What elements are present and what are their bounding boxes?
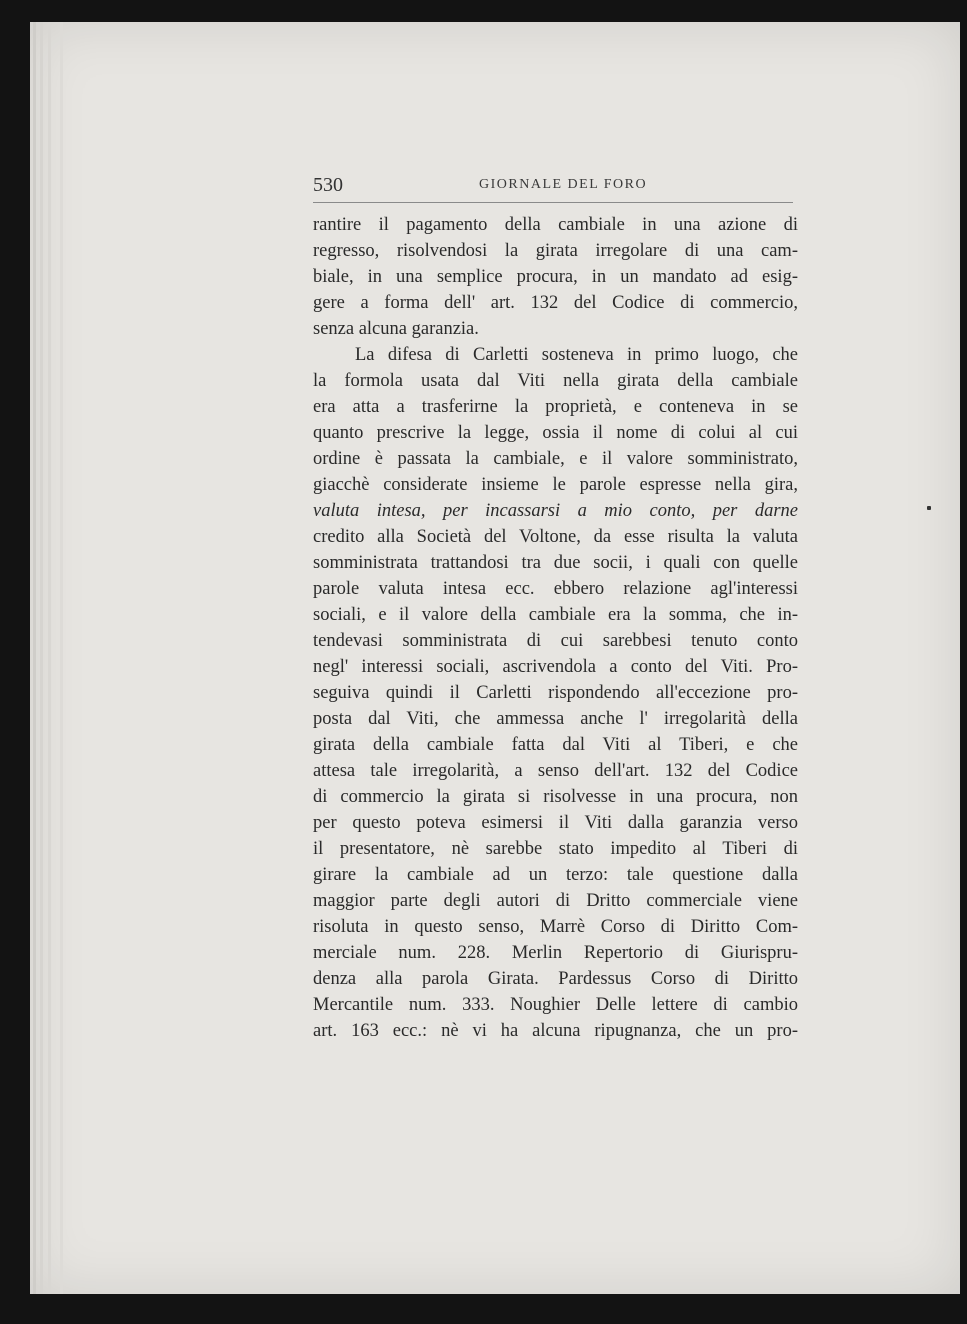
body-text bbox=[313, 212, 798, 1044]
text-line: quanto prescrive la legge, ossia il nome di colui al cui bbox=[313, 423, 798, 443]
page-edge bbox=[40, 22, 43, 1294]
text-line: il presentatore, nè sarebbe stato impedito al Tiberi di bbox=[313, 839, 798, 859]
text-line: ordine è passata la cambiale, e il valore somministrato, bbox=[313, 449, 798, 469]
text-line: giacchè considerate insieme le parole espresse nella gira, bbox=[313, 475, 798, 495]
text-line: attesa tale irregolarità, a senso dell'art. 132 del Codice bbox=[313, 761, 798, 781]
text-line: biale, in una semplice procura, in un mandato ad esig- bbox=[313, 267, 798, 287]
page-header bbox=[313, 172, 798, 202]
page-edge bbox=[33, 22, 36, 1294]
text-line: sociali, e il valore della cambiale era la somma, che in- bbox=[313, 605, 798, 625]
text-line: per questo poteva esimersi il Viti dalla garanzia verso bbox=[313, 813, 798, 833]
text-line: la formola usata dal Viti nella girata della cambiale bbox=[313, 371, 798, 391]
text-line: parole valuta intesa ecc. ebbero relazione agl'interessi bbox=[313, 579, 798, 599]
text-line: credito alla Società del Voltone, da esse risulta la valuta bbox=[313, 527, 798, 547]
text-line: Mercantile num. 333. Noughier Delle lettere di cambio bbox=[313, 995, 798, 1015]
running-head: GIORNALE DEL FORO bbox=[479, 177, 648, 192]
text-line: La difesa di Carletti sosteneva in primo luogo, che bbox=[355, 345, 798, 365]
text-line: merciale num. 228. Merlin Repertorio di Giurispru- bbox=[313, 943, 798, 963]
text-line: negl' interessi sociali, ascrivendola a conto del Viti. Pro- bbox=[313, 657, 798, 677]
text-line: art. 163 ecc.: nè vi ha alcuna ripugnanza, che un pro- bbox=[313, 1021, 798, 1041]
text-line: somministrata trattandosi tra due socii, i quali con quelle bbox=[313, 553, 798, 573]
text-line: girare la cambiale ad un terzo: tale questione dalla bbox=[313, 865, 798, 885]
text-line: girata della cambiale fatta dal Viti al Tiberi, e che bbox=[313, 735, 798, 755]
text-line: era atta a trasferirne la proprietà, e conteneva in se bbox=[313, 397, 798, 417]
text-line: senza alcuna garanzia. bbox=[313, 319, 479, 339]
text-line: posta dal Viti, che ammessa anche l' irregolarità della bbox=[313, 709, 798, 729]
text-line: risoluta in questo senso, Marrè Corso di Diritto Com- bbox=[313, 917, 798, 937]
text-line: regresso, risolvendosi la girata irregolare di una cam- bbox=[313, 241, 798, 261]
page-edge bbox=[48, 22, 51, 1294]
ink-speck bbox=[927, 506, 931, 510]
text-line: di commercio la girata si risolvesse in una procura, non bbox=[313, 787, 798, 807]
text-line: gere a forma dell' art. 132 del Codice di commercio, bbox=[313, 293, 798, 313]
text-line: maggior parte degli autori di Dritto commerciale viene bbox=[313, 891, 798, 911]
text-line: seguiva quindi il Carletti rispondendo all'eccezione pro- bbox=[313, 683, 798, 703]
text-line: rantire il pagamento della cambiale in una azione di bbox=[313, 215, 798, 235]
header-rule bbox=[313, 202, 793, 203]
text-line: valuta intesa, per incassarsi a mio conto, per darne bbox=[313, 501, 798, 521]
page-number: 530 bbox=[313, 174, 343, 196]
page-edge bbox=[60, 22, 63, 1294]
text-line: tendevasi somministrata di cui sarebbesi tenuto conto bbox=[313, 631, 798, 651]
text-line: denza alla parola Girata. Pardessus Corso di Diritto bbox=[313, 969, 798, 989]
